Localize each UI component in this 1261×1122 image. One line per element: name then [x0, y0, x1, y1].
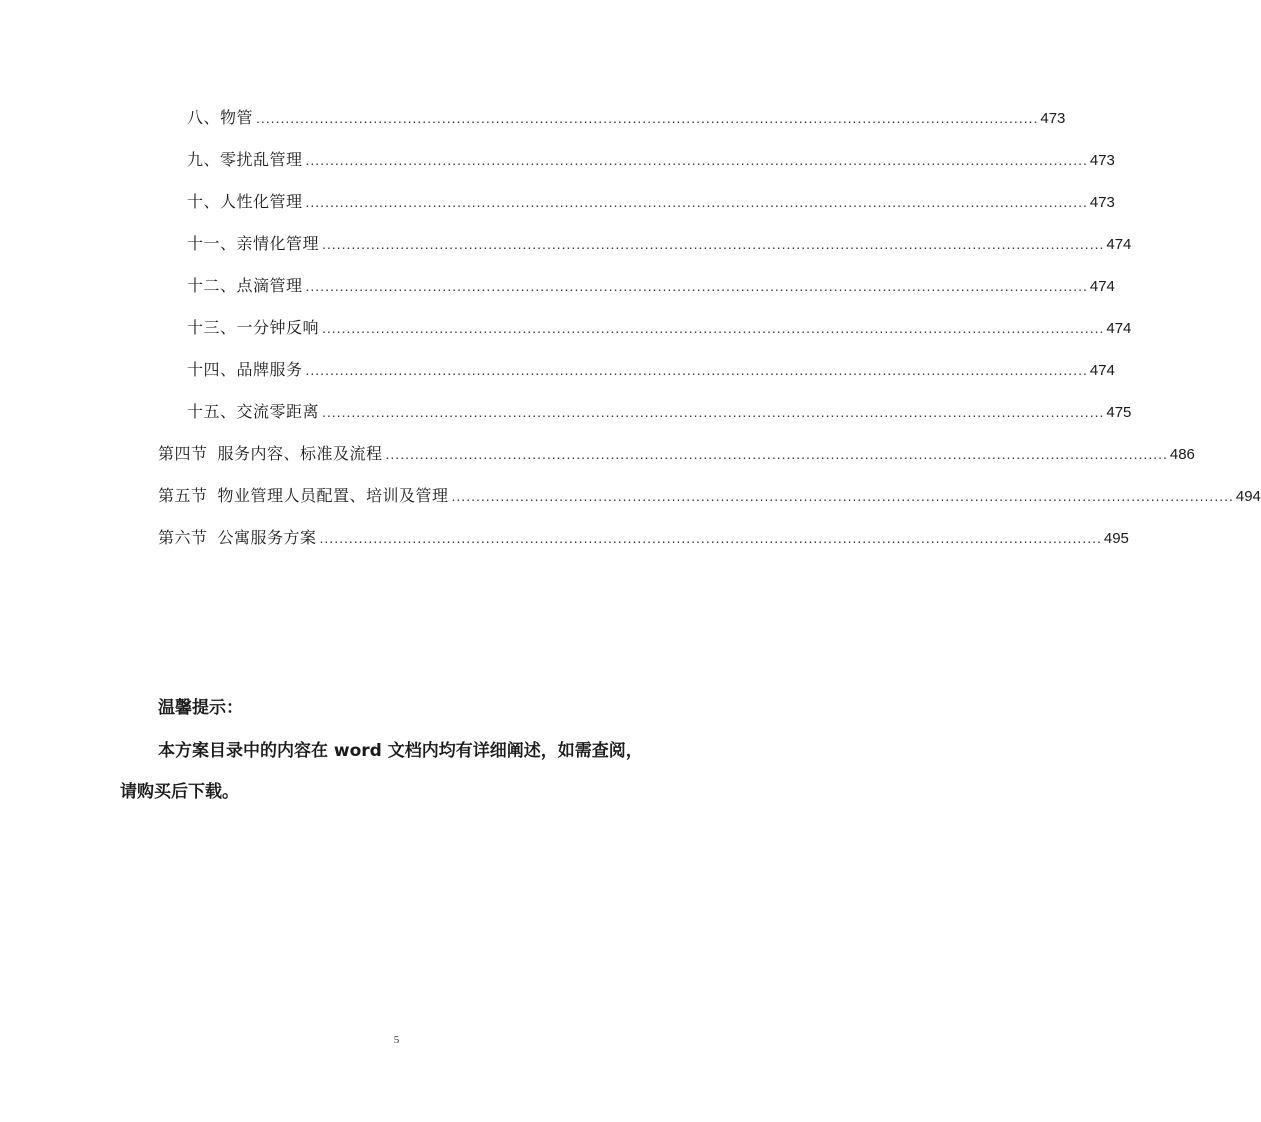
toc-entry-page: 474	[1089, 362, 1115, 379]
toc-entry-page: 474	[1106, 320, 1132, 337]
toc-entry-page: 486	[1169, 446, 1195, 463]
toc-entry[interactable]	[187, 145, 1115, 175]
toc-dot-leader: ................................................................................................................................................................	[385, 446, 1168, 462]
toc-dot-leader: ................................................................................................................................................................	[322, 404, 1105, 420]
toc-dot-leader: ................................................................................................................................................................	[322, 236, 1105, 252]
toc-entry-title: 十三、一分钟反响	[187, 318, 320, 337]
toc-dot-leader: ................................................................................................................................................................	[305, 278, 1088, 294]
tip-text-line-2: 请购买后下载。	[120, 782, 239, 802]
toc-entry[interactable]	[187, 187, 1115, 217]
toc-dot-leader: ................................................................................................................................................................	[256, 110, 1039, 126]
toc-entry[interactable]	[187, 229, 1132, 259]
toc-entry-title: 十二、点滴管理	[187, 276, 303, 295]
toc-section-label: 第五节	[158, 486, 208, 505]
toc-entry-title: 十一、亲情化管理	[187, 234, 320, 253]
toc-entry[interactable]	[187, 313, 1132, 343]
toc-entry-page: 475	[1106, 404, 1132, 421]
toc-entry-page: 473	[1089, 194, 1115, 211]
toc-entry[interactable]	[187, 103, 1066, 133]
toc-entry-page: 474	[1106, 236, 1132, 253]
toc-entry-title: 服务内容、标准及流程	[217, 444, 383, 463]
toc-dot-leader: ................................................................................................................................................................	[319, 530, 1102, 546]
toc-dot-leader: ................................................................................................................................................................	[451, 488, 1234, 504]
toc-entry-title: 物业管理人员配置、培训及管理	[217, 486, 449, 505]
toc-entry-title: 十五、交流零距离	[187, 402, 320, 421]
toc-dot-leader: ................................................................................................................................................................	[305, 152, 1088, 168]
toc-section-label: 第六节	[158, 528, 208, 547]
toc-entry-page: 495	[1103, 530, 1129, 547]
toc-entry[interactable]	[187, 397, 1132, 427]
toc-dot-leader: ................................................................................................................................................................	[305, 194, 1088, 210]
toc-entry[interactable]	[187, 355, 1115, 385]
toc-entry-page: 474	[1089, 278, 1115, 295]
tip-heading: 温馨提示：	[158, 698, 243, 718]
toc-entry[interactable]	[187, 271, 1115, 301]
page-number: 5	[393, 1034, 400, 1046]
toc-entry-page: 494	[1235, 488, 1261, 505]
toc-entry-title: 十四、品牌服务	[187, 360, 303, 379]
toc-entry-title: 公寓服务方案	[217, 528, 317, 547]
toc-section-label: 第四节	[158, 444, 208, 463]
toc-entry-title: 十、人性化管理	[187, 192, 303, 211]
toc-entry-title: 九、零扰乱管理	[187, 150, 303, 169]
toc-entry-page: 473	[1089, 152, 1115, 169]
toc-section-entry[interactable]	[158, 523, 1129, 553]
tip-text-line-1: 本方案目录中的内容在 word 文档内均有详细阐述，如需查阅，	[158, 741, 643, 761]
toc-entry-page: 473	[1040, 110, 1066, 127]
toc-entry-title: 八、物管	[187, 108, 254, 127]
toc-dot-leader: ................................................................................................................................................................	[305, 362, 1088, 378]
toc-section-entry[interactable]	[158, 439, 1195, 469]
toc-dot-leader: ................................................................................................................................................................	[322, 320, 1105, 336]
toc-section-entry[interactable]	[158, 481, 1261, 511]
